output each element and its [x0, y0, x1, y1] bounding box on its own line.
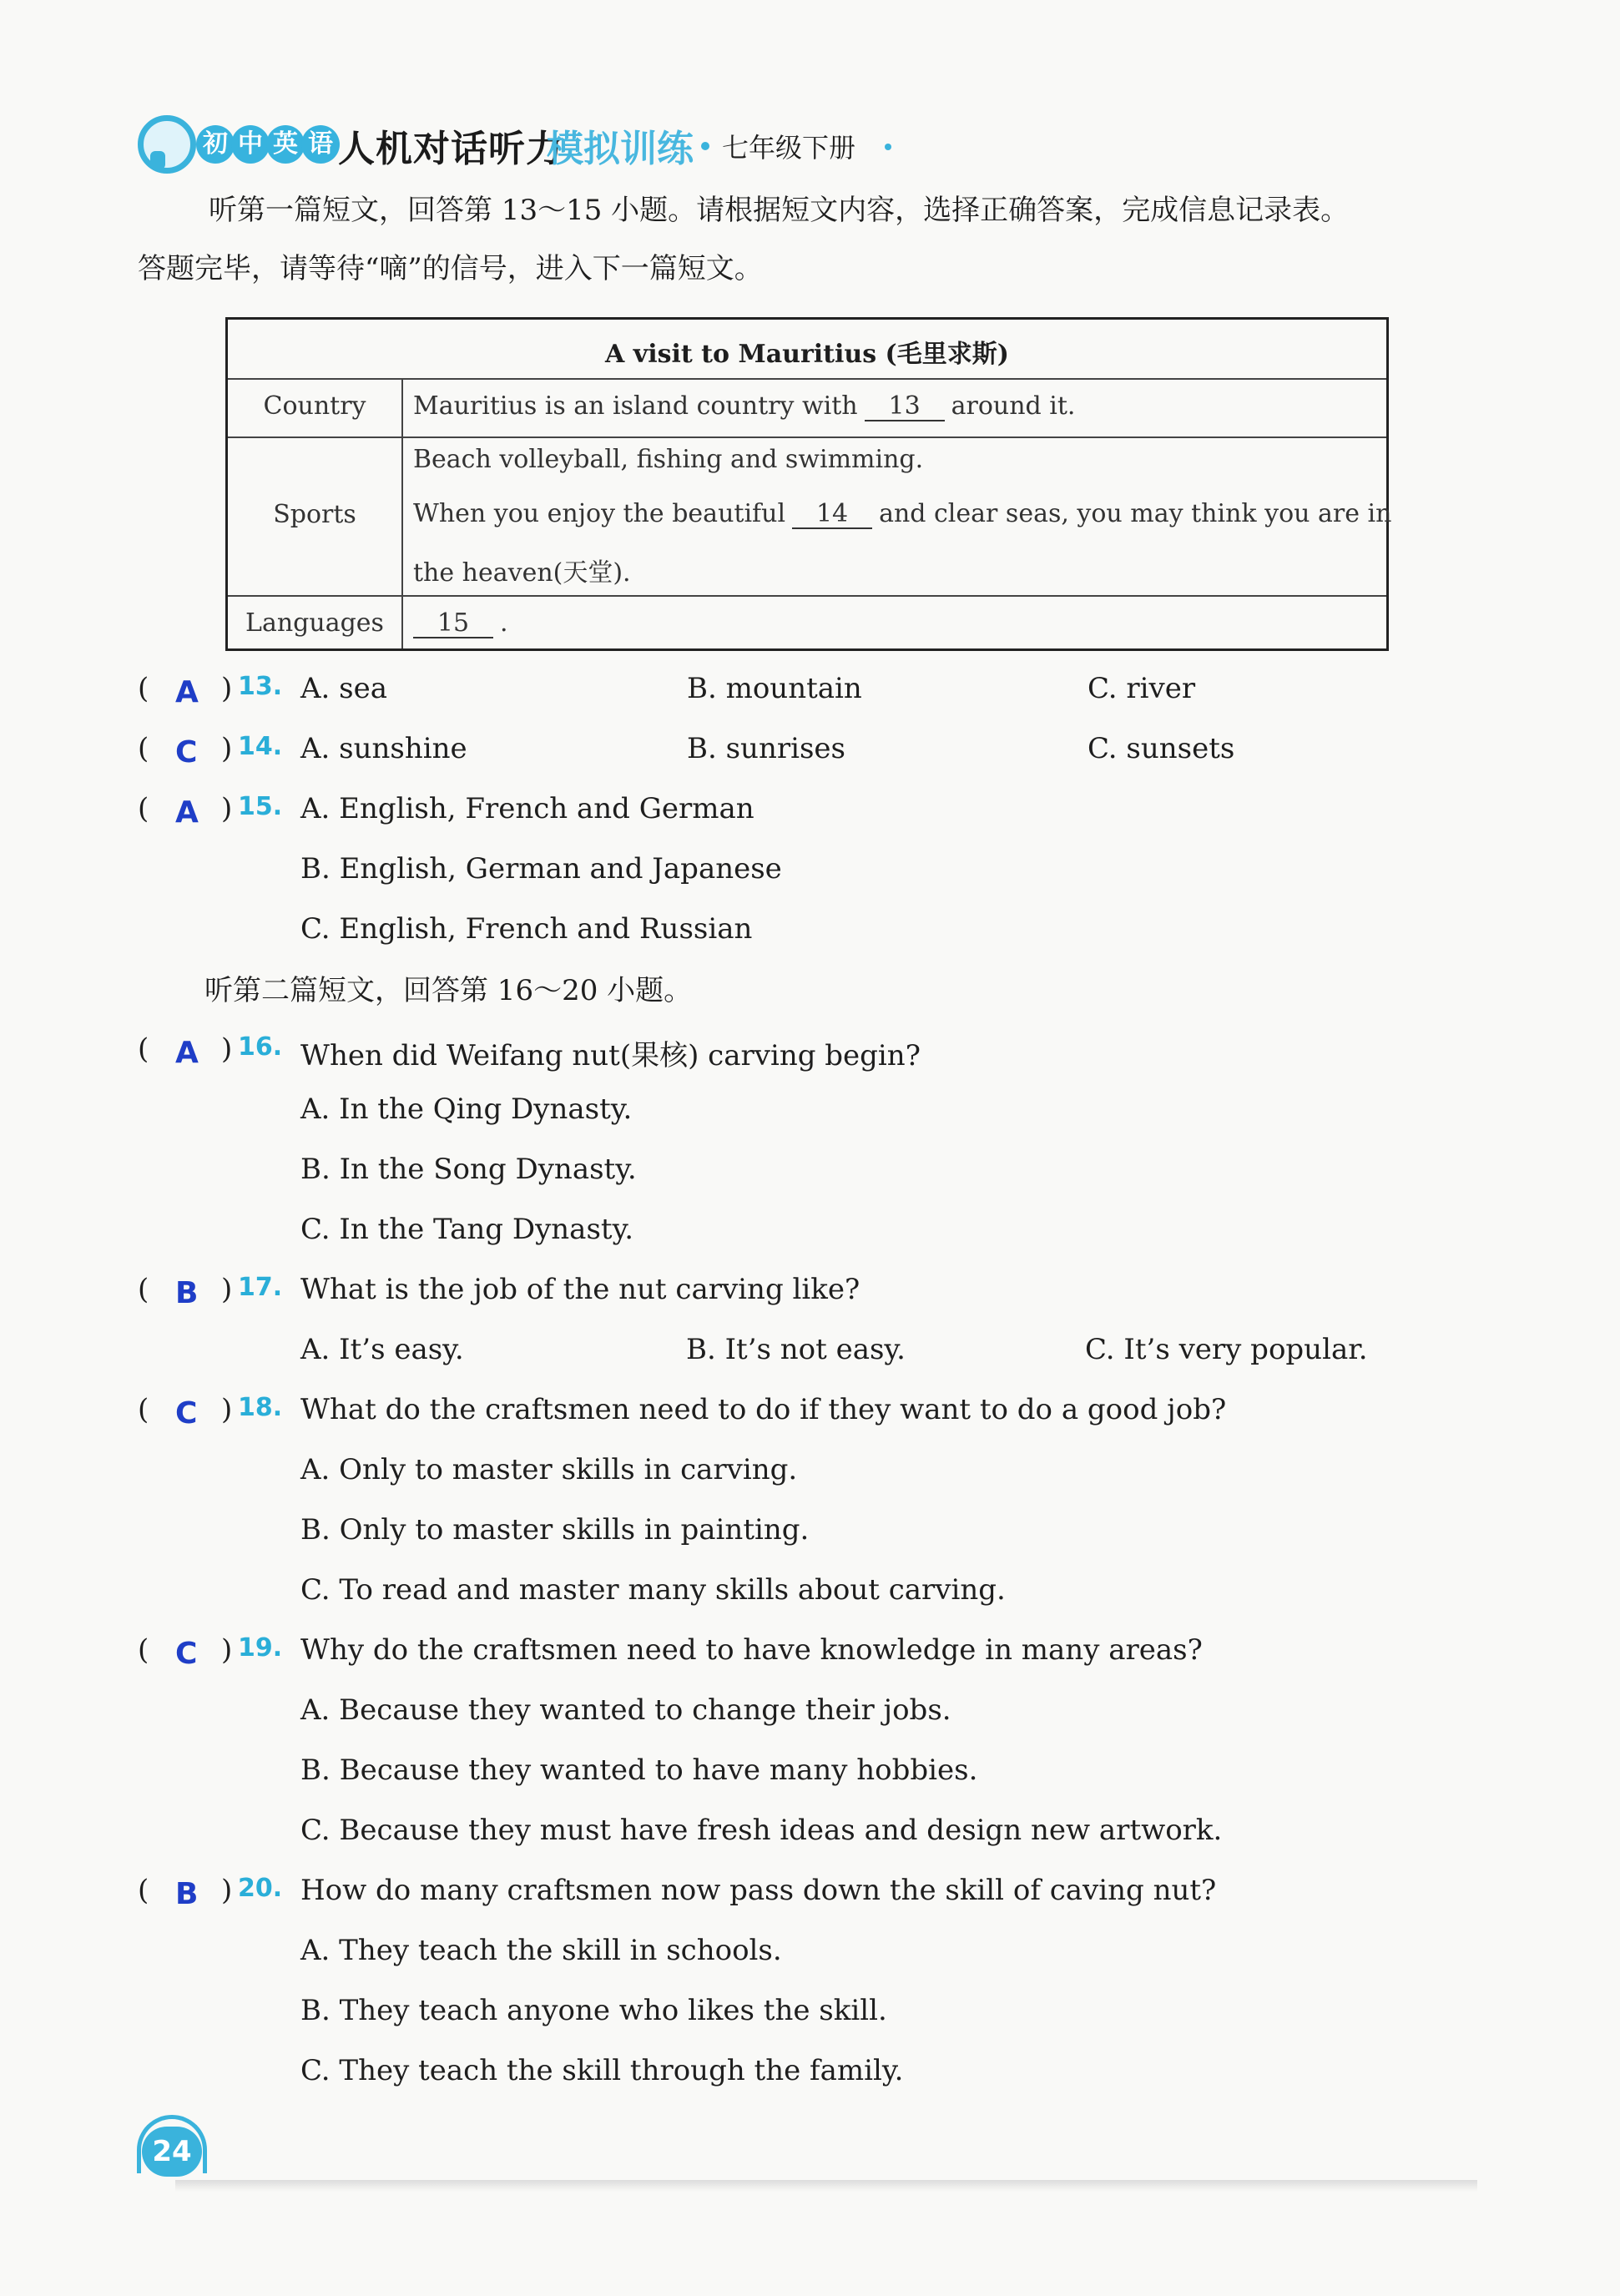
question-number-18: 18.: [238, 1393, 283, 1422]
info-record-table: [225, 317, 1392, 651]
question-text-20: How do many craftsmen now pass down the skill of caving nut?: [300, 1874, 1217, 1907]
option-14-a: A. sunshine: [300, 732, 467, 765]
page-number: 24: [142, 2127, 202, 2177]
header-pill-3: 英: [266, 125, 305, 164]
blank-13: 13: [865, 393, 945, 421]
question-number-17: 17.: [238, 1273, 283, 1302]
question-number-14: 14.: [238, 732, 283, 761]
header-grade: 七年级下册: [722, 132, 856, 164]
option-15-a: A. English, French and German: [300, 792, 754, 825]
option-18-b: B. Only to master skills in painting.: [300, 1513, 810, 1547]
question-20: ( B ) 20. How do many craftsmen now pass down the skill of caving nut?: [138, 1874, 1217, 1911]
question-text-16: When did Weifang nut(果核) carving begin?: [300, 1039, 921, 1072]
question-number-19: 19.: [238, 1633, 283, 1663]
blank-14: 14: [792, 501, 872, 529]
question-13: ( A ) 13. A. sea B. mountain C. river: [138, 672, 1196, 709]
page-header: [138, 108, 972, 175]
header-dot-icon: [885, 144, 891, 150]
option-14-c: C. sunsets: [1088, 732, 1235, 765]
answer-15: A: [175, 795, 199, 830]
option-16-b: B. In the Song Dynasty.: [300, 1153, 637, 1186]
option-14-b: B. sunrises: [687, 732, 845, 765]
option-13-b: B. mountain: [687, 672, 862, 705]
table-cell-sports-line3: the heaven(天堂).: [413, 558, 631, 588]
option-19-b: B. Because they wanted to have many hobbies.: [300, 1754, 978, 1787]
section2-intro: 听第二篇短文，回答第 16～20 小题。: [204, 974, 693, 1007]
question-text-19: Why do the craftsmen need to have knowledge in many areas?: [300, 1633, 1203, 1667]
blank-15: 15: [413, 610, 493, 638]
answer-16: A: [175, 1036, 199, 1070]
question-number-13: 13.: [238, 672, 283, 701]
instruction-line-1: 听第一篇短文，回答第 13～15 小题。请根据短文内容，选择正确答案，完成信息记录表。: [209, 194, 1350, 227]
answer-18: C: [175, 1396, 198, 1431]
question-19: ( C ) 19. Why do the craftsmen need to have knowledge in many areas?: [138, 1633, 1203, 1671]
instruction-line-2: 答题完毕，请等待“嘀”的信号，进入下一篇短文。: [138, 252, 763, 285]
option-18-c: C. To read and master many skills about carving.: [300, 1573, 1006, 1607]
answer-14: C: [175, 735, 198, 770]
header-dot-icon: [701, 142, 709, 150]
header-title-accent: 模拟训练: [547, 128, 694, 170]
page-bottom-shadow: [175, 2180, 1477, 2192]
question-14: ( C ) 14. A. sunshine B. sunrises C. sunsets: [138, 732, 1235, 770]
header-pill-2: 中: [231, 125, 270, 164]
question-number-15: 15.: [238, 792, 283, 821]
option-19-c: C. Because they must have fresh ideas and design new artwork.: [300, 1814, 1223, 1847]
option-13-a: A. sea: [300, 672, 388, 705]
question-18: ( C ) 18. What do the craftsmen need to do if they want to do a good job?: [138, 1393, 1227, 1431]
headphones-logo-icon: [138, 115, 196, 174]
option-20-c: C. They teach the skill through the family.: [300, 2054, 904, 2087]
question-text-18: What do the craftsmen need to do if they want to do a good job?: [300, 1393, 1227, 1426]
question-15: ( A ) 15. A. English, French and German: [138, 792, 754, 830]
option-19-a: A. Because they wanted to change their jobs.: [300, 1693, 951, 1727]
header-title-main: 人机对话听力: [338, 128, 563, 170]
answer-20: B: [175, 1877, 199, 1911]
question-number-16: 16.: [238, 1032, 283, 1062]
option-13-c: C. river: [1088, 672, 1196, 705]
header-pill-4: 语: [301, 125, 340, 164]
question-text-17: What is the job of the nut carving like?: [300, 1273, 860, 1306]
option-20-a: A. They teach the skill in schools.: [300, 1934, 782, 1967]
option-16-a: A. In the Qing Dynasty.: [300, 1092, 633, 1126]
option-17-a: A. It’s easy.: [300, 1333, 464, 1366]
option-15-c: C. English, French and Russian: [300, 912, 753, 946]
table-cell-sports-line1: Beach volleyball, fishing and swimming.: [413, 445, 924, 474]
question-number-20: 20.: [238, 1874, 283, 1903]
option-17-b: B. It’s not easy.: [686, 1333, 906, 1366]
option-16-c: C. In the Tang Dynasty.: [300, 1213, 634, 1246]
option-18-a: A. Only to master skills in carving.: [300, 1453, 798, 1486]
option-15-b: B. English, German and Japanese: [300, 852, 782, 886]
table-label-country: Country: [263, 391, 366, 421]
question-16: ( A ) 16. When did Weifang nut(果核) carving begin?: [138, 1032, 921, 1072]
table-title: A visit to Mauritius (毛里求斯): [605, 340, 1009, 369]
header-pill-1: 初: [196, 125, 235, 164]
question-17: ( B ) 17. What is the job of the nut carving like?: [138, 1273, 860, 1310]
table-cell-country: Mauritius is an island country with 13 around it.: [413, 391, 1076, 421]
answer-19: C: [175, 1637, 198, 1671]
answer-17: B: [175, 1276, 199, 1310]
option-17-c: C. It’s very popular.: [1085, 1333, 1368, 1366]
table-cell-languages: 15 .: [413, 608, 508, 638]
table-label-sports: Sports: [273, 500, 356, 529]
option-20-b: B. They teach anyone who likes the skill.: [300, 1994, 887, 2027]
table-cell-sports-line2: When you enjoy the beautiful 14 and clear seas, you may think you are in: [413, 499, 1392, 528]
table-label-languages: Languages: [245, 608, 384, 638]
answer-13: A: [175, 675, 199, 709]
